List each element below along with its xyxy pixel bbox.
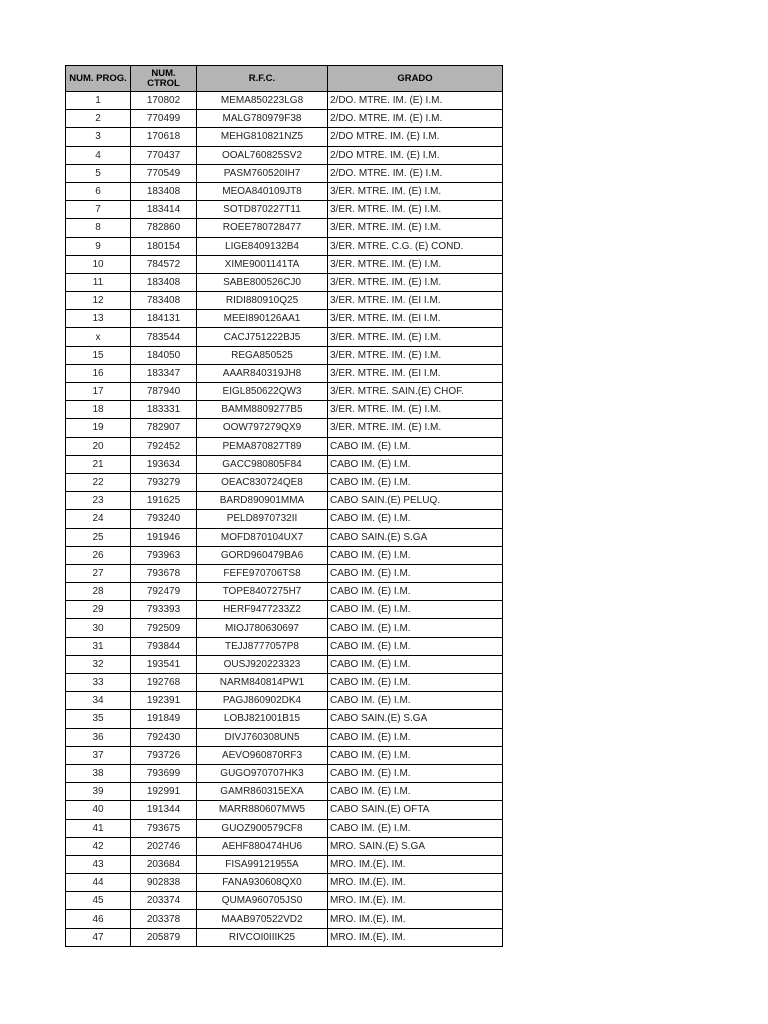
- table-row: [66, 310, 503, 328]
- cell-grado: 3/ER. MTRE. IM. (E) I.M.: [328, 419, 503, 437]
- cell-grado: 3/ER. MTRE. IM. (E) I.M.: [328, 328, 503, 346]
- cell-num-ctrol: 793240: [131, 510, 197, 528]
- personnel-table: [65, 65, 503, 947]
- cell-num-ctrol: 193541: [131, 655, 197, 673]
- cell-num-prog: 13: [66, 310, 131, 328]
- cell-grado: 2/DO MTRE. IM. (E) I.M.: [328, 146, 503, 164]
- cell-num-ctrol: 203374: [131, 892, 197, 910]
- table-row: [66, 928, 503, 946]
- cell-rfc: AAAR840319JH8: [197, 364, 328, 382]
- table-row: [66, 383, 503, 401]
- cell-grado: 3/ER. MTRE. IM. (E) I.M.: [328, 401, 503, 419]
- cell-num-ctrol: 202746: [131, 837, 197, 855]
- cell-rfc: BARD890901MMA: [197, 492, 328, 510]
- header-row: [66, 66, 503, 92]
- cell-num-prog: 38: [66, 764, 131, 782]
- table-row: [66, 710, 503, 728]
- cell-grado: CABO IM. (E) I.M.: [328, 764, 503, 782]
- table-row: [66, 837, 503, 855]
- table-row: [66, 855, 503, 873]
- cell-num-prog: 8: [66, 219, 131, 237]
- table-row: [66, 219, 503, 237]
- cell-rfc: SOTD870227T11: [197, 201, 328, 219]
- cell-num-prog: 19: [66, 419, 131, 437]
- cell-num-prog: 24: [66, 510, 131, 528]
- cell-grado: CABO IM. (E) I.M.: [328, 455, 503, 473]
- cell-rfc: GAMR860315EXA: [197, 783, 328, 801]
- cell-rfc: AEHF880474HU6: [197, 837, 328, 855]
- table-row: [66, 292, 503, 310]
- table-row: [66, 419, 503, 437]
- cell-rfc: RIDI880910Q25: [197, 292, 328, 310]
- cell-grado: CABO SAIN.(E) PELUQ.: [328, 492, 503, 510]
- cell-num-ctrol: 183347: [131, 364, 197, 382]
- cell-grado: CABO IM. (E) I.M.: [328, 692, 503, 710]
- cell-num-ctrol: 183331: [131, 401, 197, 419]
- cell-grado: 3/ER. MTRE. IM. (E) I.M.: [328, 273, 503, 291]
- header-num-ctrol: NUM. CTROL: [131, 66, 197, 92]
- cell-num-ctrol: 792430: [131, 728, 197, 746]
- cell-num-prog: 30: [66, 619, 131, 637]
- cell-num-prog: 31: [66, 637, 131, 655]
- table-row: [66, 255, 503, 273]
- cell-rfc: EIGL850622QW3: [197, 383, 328, 401]
- table-row: [66, 437, 503, 455]
- cell-num-ctrol: 793675: [131, 819, 197, 837]
- cell-rfc: MAAB970522VD2: [197, 910, 328, 928]
- table-row: [66, 637, 503, 655]
- cell-rfc: FEFE970706TS8: [197, 564, 328, 582]
- cell-rfc: AEVO960870RF3: [197, 746, 328, 764]
- cell-grado: CABO IM. (E) I.M.: [328, 728, 503, 746]
- table-row: [66, 237, 503, 255]
- cell-num-ctrol: 770549: [131, 164, 197, 182]
- cell-rfc: SABE800526CJ0: [197, 273, 328, 291]
- cell-num-prog: 21: [66, 455, 131, 473]
- cell-rfc: TEJJ8777057P8: [197, 637, 328, 655]
- cell-grado: CABO IM. (E) I.M.: [328, 637, 503, 655]
- cell-num-prog: 37: [66, 746, 131, 764]
- cell-grado: 3/ER. MTRE. IM. (EI I.M.: [328, 310, 503, 328]
- cell-num-prog: 17: [66, 383, 131, 401]
- cell-grado: CABO SAIN.(E) S.GA: [328, 528, 503, 546]
- cell-num-ctrol: 192991: [131, 783, 197, 801]
- cell-num-ctrol: 793963: [131, 546, 197, 564]
- cell-grado: 3/ER. MTRE. IM. (EI I.M.: [328, 292, 503, 310]
- cell-num-prog: 3: [66, 128, 131, 146]
- cell-num-prog: 6: [66, 182, 131, 200]
- cell-num-prog: 4: [66, 146, 131, 164]
- cell-rfc: MOFD870104UX7: [197, 528, 328, 546]
- cell-num-prog: 35: [66, 710, 131, 728]
- cell-num-ctrol: 770499: [131, 110, 197, 128]
- cell-num-ctrol: 792452: [131, 437, 197, 455]
- cell-num-prog: 2: [66, 110, 131, 128]
- cell-rfc: FANA930608QX0: [197, 874, 328, 892]
- header-rfc: R.F.C.: [197, 66, 328, 92]
- cell-grado: CABO IM. (E) I.M.: [328, 819, 503, 837]
- cell-num-ctrol: 783544: [131, 328, 197, 346]
- table-row: [66, 492, 503, 510]
- cell-num-prog: x: [66, 328, 131, 346]
- cell-rfc: QUMA960705JS0: [197, 892, 328, 910]
- cell-rfc: GACC980805F84: [197, 455, 328, 473]
- cell-rfc: MIOJ780630697: [197, 619, 328, 637]
- table-row: [66, 164, 503, 182]
- cell-num-prog: 39: [66, 783, 131, 801]
- cell-grado: CABO IM. (E) I.M.: [328, 583, 503, 601]
- cell-num-prog: 9: [66, 237, 131, 255]
- cell-num-ctrol: 203684: [131, 855, 197, 873]
- cell-num-ctrol: 770437: [131, 146, 197, 164]
- cell-num-ctrol: 782860: [131, 219, 197, 237]
- table-row: [66, 455, 503, 473]
- cell-num-prog: 27: [66, 564, 131, 582]
- table-row: [66, 892, 503, 910]
- cell-rfc: OEAC830724QE8: [197, 473, 328, 491]
- cell-num-ctrol: 184050: [131, 346, 197, 364]
- cell-num-ctrol: 793393: [131, 601, 197, 619]
- cell-num-ctrol: 205879: [131, 928, 197, 946]
- cell-num-ctrol: 792479: [131, 583, 197, 601]
- cell-rfc: BAMM8809277B5: [197, 401, 328, 419]
- cell-rfc: GUGO970707HK3: [197, 764, 328, 782]
- cell-num-prog: 44: [66, 874, 131, 892]
- cell-grado: 3/ER. MTRE. SAIN.(E) CHOF.: [328, 383, 503, 401]
- cell-grado: MRO. IM.(E). IM.: [328, 892, 503, 910]
- table-row: [66, 874, 503, 892]
- cell-num-prog: 18: [66, 401, 131, 419]
- cell-num-ctrol: 183408: [131, 273, 197, 291]
- cell-num-prog: 25: [66, 528, 131, 546]
- table-row: [66, 583, 503, 601]
- cell-num-prog: 36: [66, 728, 131, 746]
- table-row: [66, 401, 503, 419]
- cell-num-prog: 42: [66, 837, 131, 855]
- cell-rfc: PASM760520IH7: [197, 164, 328, 182]
- cell-grado: CABO SAIN.(E) S.GA: [328, 710, 503, 728]
- cell-grado: 3/ER. MTRE. IM. (E) I.M.: [328, 201, 503, 219]
- table-row: [66, 182, 503, 200]
- cell-num-prog: 15: [66, 346, 131, 364]
- cell-grado: 3/ER. MTRE. IM. (E) I.M.: [328, 219, 503, 237]
- cell-grado: MRO. SAIN.(E) S.GA: [328, 837, 503, 855]
- cell-num-ctrol: 192391: [131, 692, 197, 710]
- cell-num-prog: 16: [66, 364, 131, 382]
- cell-num-ctrol: 191625: [131, 492, 197, 510]
- cell-grado: CABO IM. (E) I.M.: [328, 619, 503, 637]
- cell-rfc: LOBJ821001B15: [197, 710, 328, 728]
- cell-num-ctrol: 183414: [131, 201, 197, 219]
- cell-grado: CABO IM. (E) I.M.: [328, 510, 503, 528]
- cell-num-prog: 45: [66, 892, 131, 910]
- cell-num-prog: 47: [66, 928, 131, 946]
- table-row: [66, 601, 503, 619]
- cell-rfc: NARM840814PW1: [197, 674, 328, 692]
- cell-rfc: OOW797279QX9: [197, 419, 328, 437]
- cell-rfc: LIGE8409132B4: [197, 237, 328, 255]
- cell-num-ctrol: 902838: [131, 874, 197, 892]
- cell-rfc: MEOA840109JT8: [197, 182, 328, 200]
- table-row: [66, 819, 503, 837]
- table-row: [66, 110, 503, 128]
- cell-grado: 3/ER. MTRE. IM. (E) I.M.: [328, 346, 503, 364]
- cell-rfc: PAGJ860902DK4: [197, 692, 328, 710]
- cell-num-ctrol: 792509: [131, 619, 197, 637]
- table-row: [66, 783, 503, 801]
- cell-num-prog: 29: [66, 601, 131, 619]
- cell-num-prog: 23: [66, 492, 131, 510]
- cell-rfc: RIVCOI0IIIK25: [197, 928, 328, 946]
- cell-num-ctrol: 184131: [131, 310, 197, 328]
- cell-grado: MRO. IM.(E). IM.: [328, 855, 503, 873]
- table-row: [66, 546, 503, 564]
- cell-num-prog: 43: [66, 855, 131, 873]
- cell-num-ctrol: 170618: [131, 128, 197, 146]
- cell-num-ctrol: 183408: [131, 182, 197, 200]
- cell-num-ctrol: 784572: [131, 255, 197, 273]
- cell-num-prog: 1: [66, 92, 131, 110]
- cell-grado: CABO IM. (E) I.M.: [328, 546, 503, 564]
- cell-num-ctrol: 793279: [131, 473, 197, 491]
- cell-num-prog: 40: [66, 801, 131, 819]
- cell-num-prog: 12: [66, 292, 131, 310]
- cell-rfc: ROEE780728477: [197, 219, 328, 237]
- cell-num-prog: 34: [66, 692, 131, 710]
- cell-rfc: GORD960479BA6: [197, 546, 328, 564]
- cell-rfc: DIVJ760308UN5: [197, 728, 328, 746]
- cell-num-ctrol: 793844: [131, 637, 197, 655]
- table-row: [66, 764, 503, 782]
- cell-grado: 3/ER. MTRE. C.G. (E) COND.: [328, 237, 503, 255]
- table-row: [66, 674, 503, 692]
- table-row: [66, 619, 503, 637]
- cell-num-prog: 32: [66, 655, 131, 673]
- cell-grado: MRO. IM.(E). IM.: [328, 910, 503, 928]
- cell-num-ctrol: 793726: [131, 746, 197, 764]
- cell-num-prog: 26: [66, 546, 131, 564]
- table-row: [66, 201, 503, 219]
- table-row: [66, 910, 503, 928]
- cell-rfc: TOPE8407275H7: [197, 583, 328, 601]
- cell-num-ctrol: 192768: [131, 674, 197, 692]
- cell-rfc: OUSJ920223323: [197, 655, 328, 673]
- cell-rfc: FISA99121955A: [197, 855, 328, 873]
- table-row: [66, 364, 503, 382]
- header-num-prog: NUM. PROG.: [66, 66, 131, 92]
- cell-rfc: XIME9001141TA: [197, 255, 328, 273]
- cell-num-prog: 33: [66, 674, 131, 692]
- cell-grado: CABO IM. (E) I.M.: [328, 746, 503, 764]
- cell-grado: 2/DO. MTRE. IM. (E) I.M.: [328, 164, 503, 182]
- cell-grado: CABO IM. (E) I.M.: [328, 655, 503, 673]
- table-row: [66, 92, 503, 110]
- cell-num-ctrol: 193634: [131, 455, 197, 473]
- cell-num-prog: 22: [66, 473, 131, 491]
- cell-rfc: MEMA850223LG8: [197, 92, 328, 110]
- cell-num-ctrol: 191344: [131, 801, 197, 819]
- table-row: [66, 510, 503, 528]
- cell-grado: CABO IM. (E) I.M.: [328, 473, 503, 491]
- cell-num-ctrol: 793678: [131, 564, 197, 582]
- cell-num-ctrol: 783408: [131, 292, 197, 310]
- cell-num-ctrol: 787940: [131, 383, 197, 401]
- table-row: [66, 801, 503, 819]
- cell-rfc: MEHG810821NZ5: [197, 128, 328, 146]
- table-row: [66, 128, 503, 146]
- table-row: [66, 655, 503, 673]
- table-row: [66, 146, 503, 164]
- table-row: [66, 746, 503, 764]
- table-row: [66, 328, 503, 346]
- cell-num-prog: 10: [66, 255, 131, 273]
- table-row: [66, 273, 503, 291]
- cell-num-prog: 20: [66, 437, 131, 455]
- cell-rfc: MALG780979F38: [197, 110, 328, 128]
- cell-num-ctrol: 203378: [131, 910, 197, 928]
- cell-rfc: REGA850525: [197, 346, 328, 364]
- cell-grado: 2/DO. MTRE. IM. (E) I.M.: [328, 92, 503, 110]
- cell-grado: MRO. IM.(E). IM.: [328, 874, 503, 892]
- cell-grado: CABO SAIN.(E) OFTA: [328, 801, 503, 819]
- cell-rfc: PEMA870827T89: [197, 437, 328, 455]
- cell-grado: CABO IM. (E) I.M.: [328, 783, 503, 801]
- cell-grado: 2/DO MTRE. IM. (E) I.M.: [328, 128, 503, 146]
- cell-num-ctrol: 180154: [131, 237, 197, 255]
- cell-num-prog: 28: [66, 583, 131, 601]
- cell-num-prog: 46: [66, 910, 131, 928]
- cell-grado: 3/ER. MTRE. IM. (E) I.M.: [328, 255, 503, 273]
- cell-num-ctrol: 191946: [131, 528, 197, 546]
- cell-num-prog: 7: [66, 201, 131, 219]
- cell-rfc: GUOZ900579CF8: [197, 819, 328, 837]
- cell-num-ctrol: 782907: [131, 419, 197, 437]
- table-row: [66, 728, 503, 746]
- cell-rfc: MARR880607MW5: [197, 801, 328, 819]
- cell-rfc: MEEI890126AA1: [197, 310, 328, 328]
- table-row: [66, 692, 503, 710]
- table-row: [66, 473, 503, 491]
- cell-rfc: CACJ751222BJ5: [197, 328, 328, 346]
- header-grado: GRADO: [328, 66, 503, 92]
- cell-grado: CABO IM. (E) I.M.: [328, 674, 503, 692]
- cell-num-prog: 41: [66, 819, 131, 837]
- cell-num-ctrol: 793699: [131, 764, 197, 782]
- cell-num-prog: 11: [66, 273, 131, 291]
- cell-num-prog: 5: [66, 164, 131, 182]
- cell-grado: CABO IM. (E) I.M.: [328, 601, 503, 619]
- cell-grado: 2/DO. MTRE. IM. (E) I.M.: [328, 110, 503, 128]
- cell-grado: 3/ER. MTRE. IM. (EI I.M.: [328, 364, 503, 382]
- cell-grado: CABO IM. (E) I.M.: [328, 437, 503, 455]
- cell-rfc: PELD8970732II: [197, 510, 328, 528]
- cell-grado: MRO. IM.(E). IM.: [328, 928, 503, 946]
- table-row: [66, 528, 503, 546]
- cell-rfc: HERF9477233Z2: [197, 601, 328, 619]
- cell-rfc: OOAL760825SV2: [197, 146, 328, 164]
- cell-num-ctrol: 191849: [131, 710, 197, 728]
- table-row: [66, 564, 503, 582]
- cell-grado: 3/ER. MTRE. IM. (E) I.M.: [328, 182, 503, 200]
- table-row: [66, 346, 503, 364]
- cell-num-ctrol: 170802: [131, 92, 197, 110]
- cell-grado: CABO IM. (E) I.M.: [328, 564, 503, 582]
